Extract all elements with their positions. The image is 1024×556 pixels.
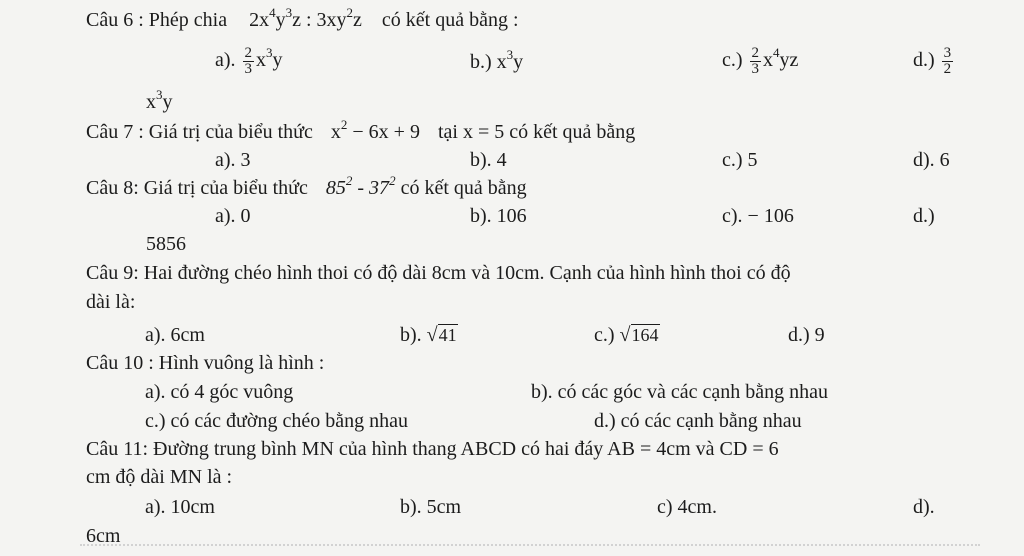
q11-option-d: d). — [913, 496, 935, 518]
q7-stem — [86, 117, 636, 143]
q11-stem-line2: cm độ dài MN là : — [86, 466, 233, 488]
q10-option-c: c.) có các đường chéo bằng nhau — [145, 410, 408, 432]
q7-option-a: a). 3 — [215, 149, 251, 171]
q9-option-d: d.) 9 — [788, 324, 825, 346]
q6-option-d-value: $x^3y$ — [146, 87, 173, 113]
q6-expression: $2x^4y^3z$ : $3xy^2z$ — [249, 5, 362, 31]
q10-option-b: b). có các góc và các cạnh bằng nhau — [531, 381, 829, 403]
q11-option-d-value: 6cm — [86, 525, 121, 547]
q6-option-c-fraction: $\frac{2}{3}$ — [751, 45, 760, 77]
q6-option-a: a). $\frac{2}{3}$ $x^3y$ — [215, 45, 283, 77]
q7-expression: $x^2 - 6x + 9$ — [330, 117, 420, 143]
q6-option-d-fraction: $\frac{3}{2}$ — [943, 45, 952, 77]
q7-tail: tại x = 5 có kết quả bằng — [437, 121, 636, 143]
q8-stem — [86, 173, 527, 199]
q6-option-d: d.) $\frac{3}{2}$ — [913, 45, 952, 77]
q9-option-c-sqrt: √164 — [619, 324, 659, 346]
q7-option-c: c.) 5 — [722, 149, 758, 171]
q9-option-b: b). √41 — [400, 324, 457, 346]
cut-off-next-line — [80, 544, 980, 556]
q11-option-b: b). 5cm — [400, 496, 462, 518]
q6-label: Câu 6 : Phép chia — [86, 9, 228, 31]
q9-stem-line2: dài là: — [86, 291, 136, 313]
q7-option-b: b). 4 — [470, 149, 507, 171]
q8-option-c: c). − 106 — [722, 205, 794, 227]
q6-tail: có kết quả bằng : — [381, 9, 519, 31]
q10-option-d: d.) có các cạnh bằng nhau — [594, 410, 802, 432]
q8-tail: có kết quả bằng — [400, 177, 527, 199]
q6-option-b: b.) $x^3y$ — [470, 47, 524, 73]
q11-option-a: a). 10cm — [145, 496, 215, 518]
q8-option-d-value: 5856 — [146, 233, 186, 255]
q8-option-b: b). 106 — [470, 205, 527, 227]
q11-stem-line1: Câu 11: Đường trung bình MN của hình thang ABCD có hai đáy AB = 4cm và CD = 6 — [86, 438, 779, 460]
q8-option-d: d.) — [913, 205, 935, 227]
q7-label: Câu 7 : Giá trị của biểu thức — [86, 121, 313, 143]
q8-label: Câu 8: Giá trị của biểu thức — [86, 177, 308, 199]
q10-option-a: a). có 4 góc vuông — [145, 381, 294, 403]
q7-option-d: d). 6 — [913, 149, 950, 171]
q9-option-b-sqrt: √41 — [426, 324, 457, 346]
q9-option-a: a). 6cm — [145, 324, 205, 346]
q9-stem-line1: Câu 9: Hai đường chéo hình thoi có độ dài 8cm và 10cm. Cạnh của hình hình thoi có độ — [86, 262, 791, 284]
q11-option-c: c) 4cm. — [657, 496, 717, 518]
q10-stem: Câu 10 : Hình vuông là hình : — [86, 352, 325, 374]
q6-stem — [86, 5, 519, 31]
q6-option-c: c.) $\frac{2}{3}$ $x^4yz$ — [722, 45, 799, 77]
q8-option-a: a). 0 — [215, 205, 251, 227]
q9-option-c: c.) √164 — [594, 324, 659, 346]
q8-expression: $85^2 - 37^2$ — [325, 173, 396, 199]
q6-option-a-fraction: $\frac{2}{3}$ — [244, 45, 253, 77]
